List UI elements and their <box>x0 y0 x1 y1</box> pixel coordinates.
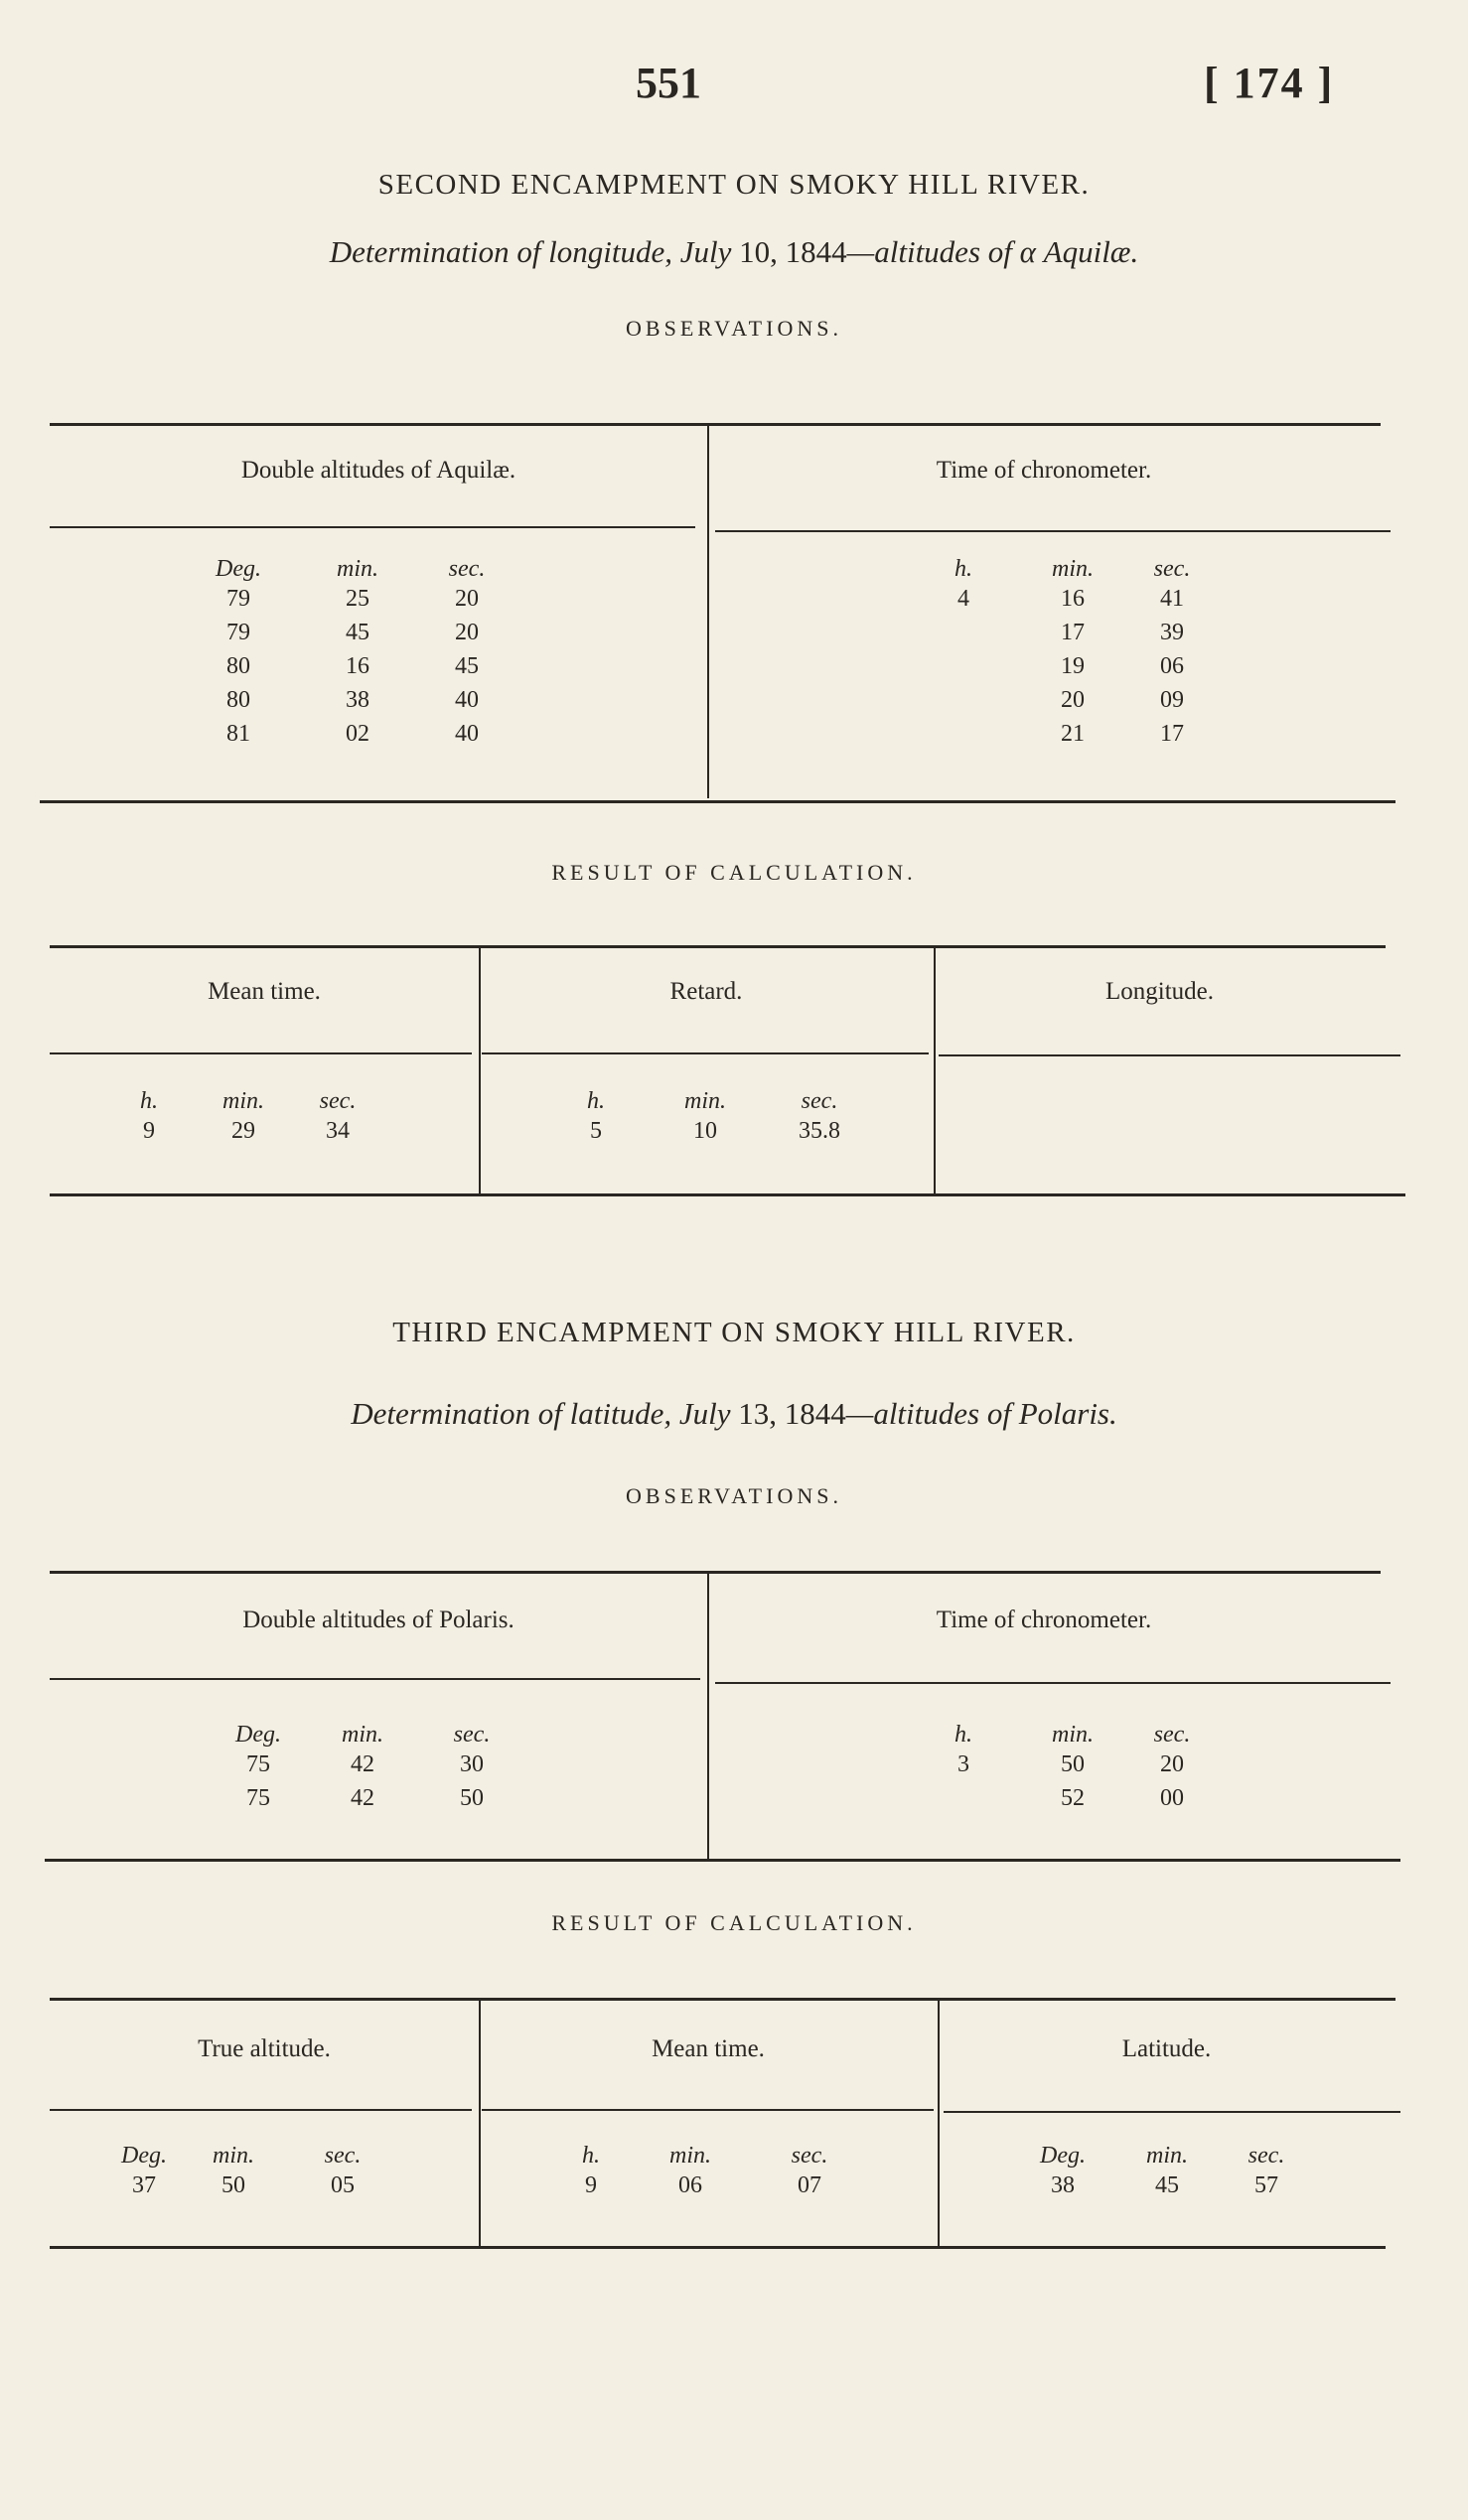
table-rule <box>482 2109 934 2111</box>
column-header-right: Time of chronometer. <box>936 1607 1152 1633</box>
unit-label: Deg. <box>1040 2143 1086 2169</box>
unit-label: sec. <box>1153 556 1191 582</box>
section1-title: SECOND ENCAMPMENT ON SMOKY HILL RIVER. <box>377 169 1091 201</box>
column-header-left: Double altitudes of Polaris. <box>242 1607 514 1633</box>
page-number: 551 <box>636 59 701 107</box>
unit-label: sec. <box>1248 2143 1285 2169</box>
unit-label: sec. <box>1153 1722 1191 1748</box>
cell-min: 10 <box>693 1118 717 1144</box>
cell-min: 45 <box>346 620 369 645</box>
column-header-true-altitude: True altitude. <box>198 2035 331 2062</box>
cell-min: 52 <box>1061 1785 1085 1811</box>
table-rule <box>944 2111 1400 2113</box>
cell-deg: 79 <box>226 620 250 645</box>
table-rule <box>482 1052 929 1054</box>
table-rule <box>50 1998 1395 2001</box>
column-header-longitude: Longitude. <box>1104 978 1214 1005</box>
column-header-left: Double altitudes of Aquilæ. <box>240 457 516 484</box>
cell-sec: 45 <box>455 653 479 679</box>
section2-subtitle-b: —altitudes of Polaris. <box>845 1396 1117 1431</box>
cell-sec: 40 <box>455 721 479 747</box>
cell-min: 45 <box>1155 2172 1179 2198</box>
cell-min: 16 <box>1061 586 1085 612</box>
document-number: [ 174 ] <box>1204 59 1335 107</box>
cell-sec: 05 <box>331 2172 355 2198</box>
cell-min: 42 <box>351 1751 374 1777</box>
section2-result-label: RESULT OF CALCULATION. <box>551 1910 917 1935</box>
cell-deg: 37 <box>132 2172 156 2198</box>
unit-label: h. <box>954 556 972 582</box>
unit-label: min. <box>684 1088 726 1114</box>
unit-label: min. <box>337 556 378 582</box>
page-header <box>0 58 1468 127</box>
cell-deg: 79 <box>226 586 250 612</box>
cell-h: 3 <box>957 1751 969 1777</box>
cell-sec: 09 <box>1160 687 1184 713</box>
cell-sec: 17 <box>1160 721 1184 747</box>
section1-subtitle-b: —altitudes of α Aquilæ. <box>846 234 1139 269</box>
cell-min: 25 <box>346 586 369 612</box>
column-header-latitude: Latitude. <box>1121 2035 1212 2062</box>
unit-label: sec. <box>791 2143 828 2169</box>
unit-label: h. <box>582 2143 600 2169</box>
unit-label: sec. <box>319 1088 357 1114</box>
cell-min: 16 <box>346 653 369 679</box>
cell-h: 5 <box>590 1118 602 1144</box>
cell-sec: 20 <box>455 586 479 612</box>
section1-subtitle-a: Determination of longitude, July <box>329 234 740 269</box>
unit-label: sec. <box>453 1722 491 1748</box>
cell-deg: 81 <box>226 721 250 747</box>
cell-min: 19 <box>1061 653 1085 679</box>
cell-deg: 75 <box>246 1785 270 1811</box>
section2-title: THIRD ENCAMPMENT ON SMOKY HILL RIVER. <box>392 1317 1076 1348</box>
cell-min: 50 <box>221 2172 245 2198</box>
column-header-mean-time: Mean time. <box>652 2035 765 2062</box>
cell-sec: 34 <box>326 1118 350 1144</box>
cell-sec: 57 <box>1254 2172 1278 2198</box>
section1-subtitle <box>0 234 1468 270</box>
cell-min: 50 <box>1061 1751 1085 1777</box>
unit-label: min. <box>669 2143 711 2169</box>
unit-label: min. <box>1052 556 1094 582</box>
column-header-mean-time: Mean time. <box>208 978 321 1005</box>
cell-min: 42 <box>351 1785 374 1811</box>
unit-label: h. <box>587 1088 605 1114</box>
cell-min: 29 <box>231 1118 255 1144</box>
cell-sec: 35.8 <box>799 1118 840 1144</box>
cell-h: 9 <box>143 1118 155 1144</box>
section2-observations-label: OBSERVATIONS. <box>626 1483 842 1508</box>
table-rule <box>50 2246 1386 2249</box>
unit-label: min. <box>342 1722 383 1748</box>
table-rule <box>715 530 1391 532</box>
section1-subtitle-date: 10, 1844 <box>739 234 847 269</box>
unit-label: min. <box>213 2143 254 2169</box>
section1-observations-label: OBSERVATIONS. <box>626 316 842 341</box>
unit-label: min. <box>1052 1722 1094 1748</box>
table-rule <box>50 526 695 528</box>
unit-label: h. <box>954 1722 972 1748</box>
cell-deg: 75 <box>246 1751 270 1777</box>
cell-h: 4 <box>957 586 969 612</box>
unit-label: Deg. <box>216 556 261 582</box>
table-rule <box>50 1571 1381 1574</box>
cell-sec: 40 <box>455 687 479 713</box>
cell-sec: 00 <box>1160 1785 1184 1811</box>
unit-label: Deg. <box>235 1722 281 1748</box>
cell-min: 38 <box>346 687 369 713</box>
unit-label: sec. <box>801 1088 838 1114</box>
table-rule <box>40 800 1395 803</box>
cell-sec: 50 <box>460 1785 484 1811</box>
unit-label: Deg. <box>121 2143 167 2169</box>
cell-sec: 20 <box>1160 1751 1184 1777</box>
table-rule <box>50 945 1386 948</box>
table-rule <box>50 423 1381 426</box>
cell-min: 17 <box>1061 620 1085 645</box>
column-header-right: Time of chronometer. <box>936 457 1152 484</box>
section2-subtitle-date: 13, 1844 <box>738 1396 846 1431</box>
unit-label: min. <box>222 1088 264 1114</box>
cell-deg: 80 <box>226 687 250 713</box>
cell-sec: 07 <box>798 2172 821 2198</box>
section1-result-label: RESULT OF CALCULATION. <box>551 860 917 885</box>
cell-sec: 06 <box>1160 653 1184 679</box>
column-header-retard: Retard. <box>669 978 743 1005</box>
section2-subtitle <box>0 1396 1468 1432</box>
unit-label: sec. <box>448 556 486 582</box>
cell-min: 20 <box>1061 687 1085 713</box>
cell-min: 06 <box>678 2172 702 2198</box>
cell-deg: 80 <box>226 653 250 679</box>
cell-min: 02 <box>346 721 369 747</box>
table-rule <box>50 1193 1405 1196</box>
unit-label: sec. <box>324 2143 362 2169</box>
table-rule <box>45 1859 1400 1862</box>
cell-sec: 39 <box>1160 620 1184 645</box>
unit-label: min. <box>1146 2143 1188 2169</box>
table-rule <box>50 1052 472 1054</box>
unit-label: h. <box>140 1088 158 1114</box>
cell-deg: 38 <box>1051 2172 1075 2198</box>
section2-subtitle-a: Determination of latitude, July <box>351 1396 739 1431</box>
cell-h: 9 <box>585 2172 597 2198</box>
table-rule <box>939 1054 1400 1056</box>
table-rule <box>50 1678 700 1680</box>
table-rule <box>50 2109 472 2111</box>
cell-sec: 30 <box>460 1751 484 1777</box>
cell-min: 21 <box>1061 721 1085 747</box>
cell-sec: 41 <box>1160 586 1184 612</box>
table-rule <box>715 1682 1391 1684</box>
cell-sec: 20 <box>455 620 479 645</box>
